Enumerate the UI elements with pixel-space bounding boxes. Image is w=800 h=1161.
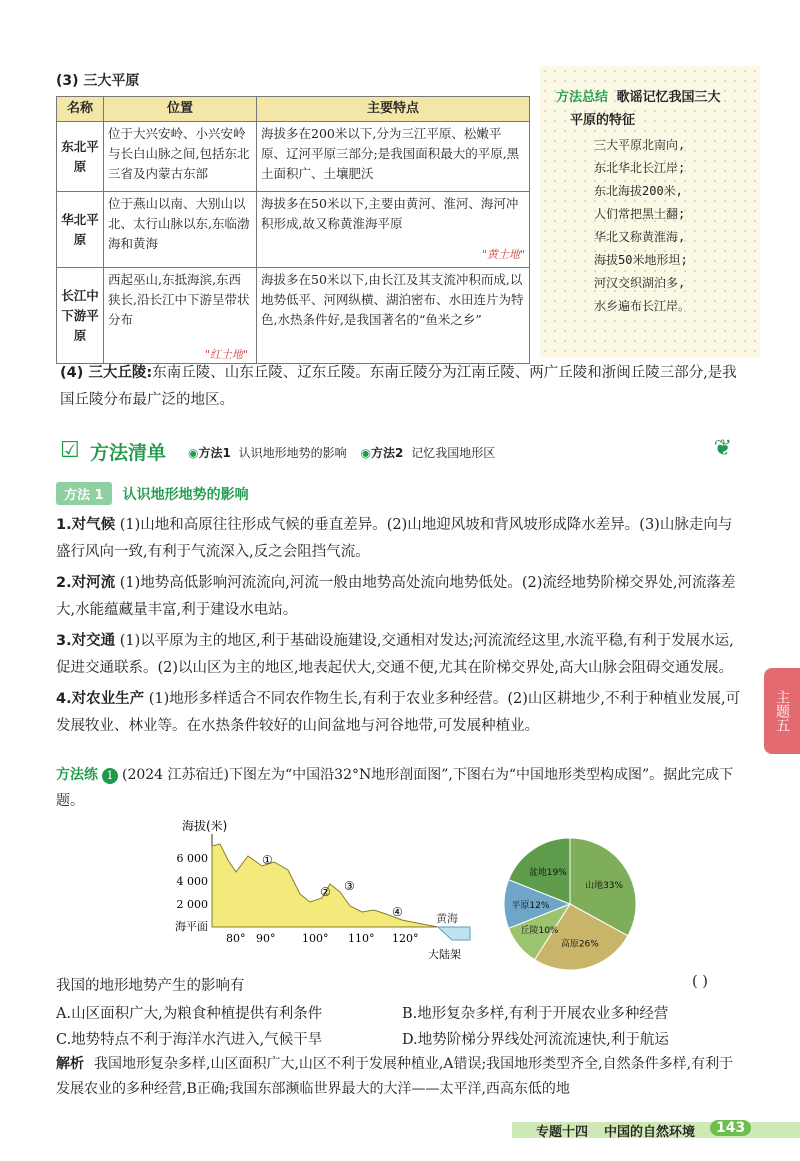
marker: ①: [262, 853, 273, 867]
analysis-label: 解析: [56, 1056, 84, 1072]
method1-items: [56, 512, 746, 740]
plain-name: 东北平原: [57, 122, 104, 192]
plain-features: 海拔多在50米以下,由长江及其支流冲积而成,以地势低平、河网纵横、湖泊密布、水田连片为特色,水热条件好,是我国著名的“鱼米之乡”: [257, 268, 530, 364]
method-list-header: [56, 436, 736, 466]
analysis-text: 我国地形复杂多样,山区面积广大,山区不利于发展种植业,A错误;我国地形类型齐全,自然条件多样,有利于发展农业的多种经营,B正确;我国东部濒临世界最大的大洋——太平洋,西高东低的地: [56, 1056, 734, 1097]
method-item-label: 方法1: [198, 446, 231, 460]
item-label: 2.对河流: [56, 575, 116, 591]
leaf-icon: ❦: [713, 436, 732, 461]
plain-name: 长江中下游平原: [57, 268, 104, 364]
landform-pie-chart: [500, 834, 640, 974]
plain-features: [257, 192, 530, 268]
footer: [0, 1118, 800, 1142]
footer-title: 中国的自然环境: [604, 1125, 696, 1140]
y-tick: 海平面: [175, 920, 208, 933]
poem-line: 东北海拔200米,: [594, 184, 683, 198]
x-tick: 120°: [392, 932, 419, 945]
method-item: [56, 570, 746, 624]
practice-num: 1: [102, 768, 118, 784]
section4-text: 东南丘陵、山东丘陵、辽东丘陵。东南丘陵分为江南丘陵、两广丘陵和浙闽丘陵三部分,是我国丘陵分布最广泛的地区。: [60, 365, 737, 408]
analysis-block: [56, 1052, 746, 1102]
table-row: [57, 268, 530, 364]
method-summary-box: [540, 66, 760, 358]
method-item: [56, 686, 746, 740]
poem-line: 东北华北长江岸;: [594, 161, 686, 175]
shelf-label: 大陆架: [428, 948, 461, 961]
method1-title: 认识地形地势的影响: [122, 487, 249, 503]
pie-label: 平原12%: [511, 901, 550, 911]
header-name: 名称: [57, 97, 104, 122]
poem-line: 河汉交织湖泊多,: [594, 276, 686, 290]
item-label: 1.对气候: [56, 517, 116, 533]
profile-ylabel: 海拔(米): [182, 819, 228, 833]
plains-table: [56, 96, 530, 364]
sea-label: 黄海: [436, 912, 458, 925]
summary-tag: 方法总结: [556, 90, 609, 105]
table-row: [57, 192, 530, 268]
x-tick: 80°: [226, 932, 246, 945]
question-text: 我国的地形地势产生的影响有: [56, 978, 245, 994]
summary-title: 歌谣记忆我国三大: [616, 90, 721, 105]
handwritten-note: "黄土地": [481, 248, 525, 261]
section4: [60, 360, 740, 414]
method-item-text: 记忆我国地形区: [411, 446, 496, 460]
option-b[interactable]: B.地形复杂多样,有利于开展农业多种经营: [402, 1006, 669, 1022]
plain-position: [104, 268, 257, 364]
plain-position: 位于大兴安岭、小兴安岭与长白山脉之间,包括东北三省及内蒙古东部: [104, 122, 257, 192]
method-list-title: 方法清单: [90, 442, 167, 464]
marker: ③: [344, 879, 355, 893]
option-a[interactable]: A.山区面积广大,为粮食种植提供有利条件: [56, 1006, 323, 1022]
method1-tag: 方法 1: [56, 482, 112, 505]
item-label: 4.对农业生产: [56, 691, 145, 707]
method-item-label: 方法2: [371, 446, 404, 460]
page-number: 143: [710, 1120, 751, 1136]
practice-text: (2024 江苏宿迁)下图左为“中国沿32°N地形剖面图”,下图右为“中国地形类型构成图”。据此完成下题。: [56, 767, 734, 809]
terrain-profile-chart: [170, 814, 490, 964]
table-header-row: [57, 97, 530, 122]
header-position: 位置: [104, 97, 257, 122]
poem-line: 三大平原北南向,: [594, 138, 686, 152]
practice-tag: 方法练: [56, 767, 98, 783]
option-d[interactable]: D.地势阶梯分界线处河流流速快,利于航运: [402, 1032, 669, 1048]
item-text: (1)地势高低影响河流流向,河流一般由地势高处流向地势低处。(2)流经地势阶梯交界处,河流落差大,水能蕴藏量丰富,利于建设水电站。: [56, 575, 736, 618]
method1-heading: [56, 482, 249, 505]
footer-topic: 专题十四: [536, 1125, 589, 1140]
practice-block: [56, 762, 746, 814]
poem-line: 华北又称黄淮海,: [594, 230, 686, 244]
section4-label: (4) 三大丘陵:: [60, 365, 153, 381]
poem-line: 人们常把黑土翻;: [594, 207, 686, 221]
y-tick: 4 000: [176, 875, 208, 888]
pie-label: 丘陵10%: [520, 926, 559, 937]
method-item: [56, 512, 746, 566]
poem-line: 水乡遍布长江岸。: [594, 299, 691, 313]
plain-position: 位于燕山以南、大别山以北、太行山脉以东,东临渤海和黄海: [104, 192, 257, 268]
marker: ④: [392, 905, 403, 919]
handwritten-note: "红土地": [204, 348, 248, 361]
x-tick: 90°: [256, 932, 276, 945]
item-text: (1)以平原为主的地区,利于基础设施建设,交通相对发达;河流流经这里,水流平稳,有利于发展水运,促进交通联系。(2)以山区为主的地区,地表起伏大,交通不便,尤其在阶梯交界处,高大山脉会阻碍交通发展。: [56, 633, 734, 676]
sea-area: [438, 927, 470, 940]
answer-paren: ( ): [692, 974, 708, 990]
item-text: (1)山地和高原往往形成气候的垂直差异。(2)山地迎风坡和背风坡形成降水差异。(3)山脉走向与盛行风向一致,有利于气流深入,反之会阻挡气流。: [56, 517, 733, 560]
plain-features-text: 海拔多在50米以下,主要由黄河、淮河、海河冲积形成,故又称黄淮海平原: [261, 196, 519, 231]
plain-position-text: 西起巫山,东抵海滨,东西狭长,沿长江中下游呈带状分布: [108, 272, 250, 327]
y-tick: 6 000: [176, 852, 208, 865]
method-list-item: ◉方法1 认识地形地势的影响 ◉方法2 记忆我国地形区: [188, 446, 496, 460]
plain-features: 海拔多在200米以下,分为三江平原、松嫩平原、辽河平原三部分;是我国面积最大的平原,黑土面积广、土壤肥沃: [257, 122, 530, 192]
pie-label: 山地33%: [585, 880, 624, 891]
x-tick: 100°: [302, 932, 329, 945]
header-features: 主要特点: [257, 97, 530, 122]
pie-label: 盆地19%: [528, 868, 567, 879]
pie-label: 高原26%: [560, 939, 599, 950]
checkbox-icon: ☑: [60, 438, 80, 463]
poem-line: 海拔50米地形坦;: [594, 253, 688, 267]
side-tab[interactable]: 主题五: [764, 668, 800, 754]
y-tick: 2 000: [176, 898, 208, 911]
x-tick: 110°: [348, 932, 375, 945]
method-item-text: 认识地形地势的影响: [238, 446, 347, 460]
section-title: (3) 三大平原: [56, 73, 140, 89]
item-text: (1)地形多样适合不同农作物生长,有利于农业多种经营。(2)山区耕地少,不利于种植业发展,可发展牧业、林业等。在水热条件较好的山间盆地与河谷地带,可发展种植业。: [56, 691, 741, 734]
item-label: 3.对交通: [56, 633, 116, 649]
option-c[interactable]: C.地势特点不利于海洋水汽进入,气候干旱: [56, 1032, 323, 1048]
plain-name: 华北平原: [57, 192, 104, 268]
table-row: [57, 122, 530, 192]
summary-title-line2: 平原的特征: [570, 113, 636, 128]
marker: ②: [320, 885, 331, 899]
method-item: [56, 628, 746, 682]
